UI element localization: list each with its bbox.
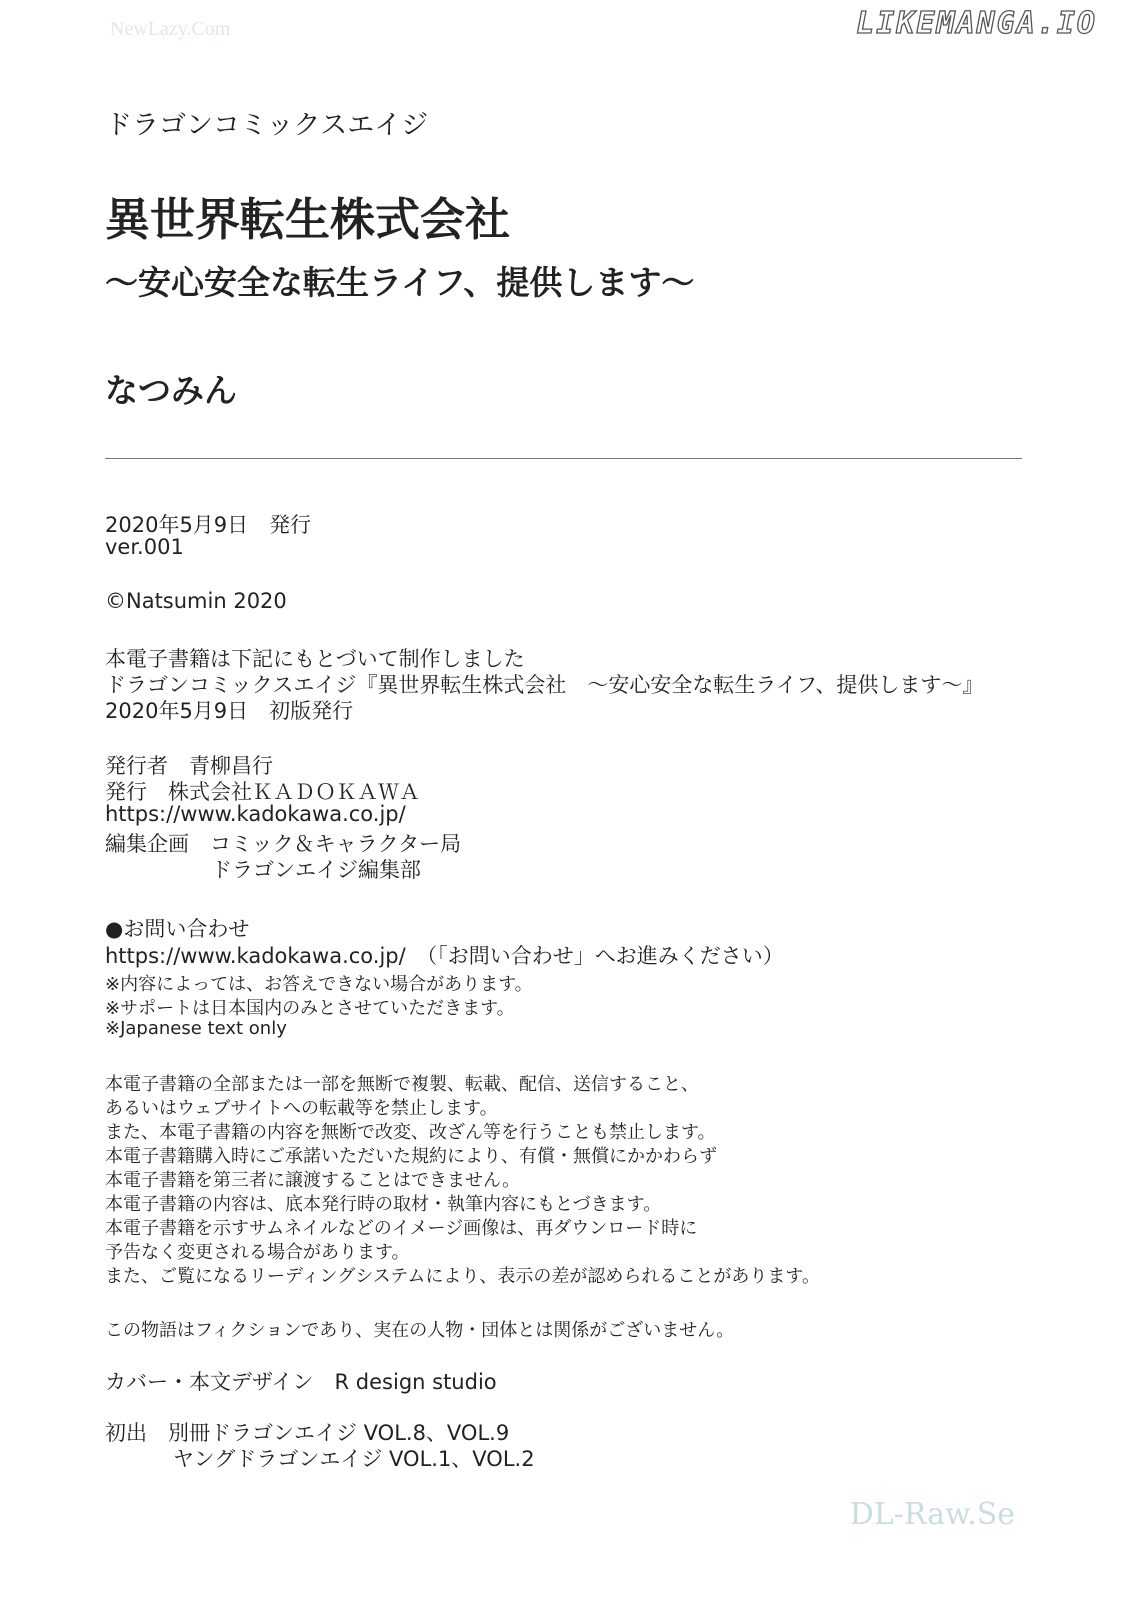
book-subtitle: ～安心安全な転生ライフ、提供します～ xyxy=(105,263,695,302)
legal-line: 本電子書籍購入時にご承諾いただいた規約により、有償・無償にかかわらず xyxy=(105,1146,717,1167)
legal-line: 本電子書籍を第三者に譲渡することはできません。 xyxy=(105,1170,521,1191)
author-name: なつみん xyxy=(105,371,237,410)
publisher-url: https://www.kadokawa.co.jp/ xyxy=(105,802,406,826)
source-note-line: ドラゴンコミックスエイジ『異世界転生株式会社 ～安心安全な転生ライフ、提供します～』 xyxy=(105,673,984,697)
watermark-bottom-right: DL-Raw.Se xyxy=(849,1497,1015,1532)
watermark-top-right: LIKEMANGA.IO xyxy=(856,6,1097,41)
inquiry-url: https://www.kadokawa.co.jp/ （「お問い合わせ」へお進みください） xyxy=(105,944,784,968)
book-title: 異世界転生株式会社 xyxy=(105,193,511,246)
publication-date: 2020年5月9日 発行 xyxy=(105,513,312,537)
legal-line: また、本電子書籍の内容を無断で改変、改ざん等を行うことも禁止します。 xyxy=(105,1122,716,1143)
editorial-dept-sub: ドラゴンエイジ編集部 xyxy=(211,858,421,882)
inquiry-heading: ●お問い合わせ xyxy=(105,917,250,941)
divider xyxy=(105,458,1022,459)
copyright: ©Natsumin 2020 xyxy=(105,589,287,613)
first-published: 初出 別冊ドラゴンエイジ VOL.8、VOL.9 xyxy=(105,1421,510,1445)
inquiry-note: ※内容によっては、お答えできない場合があります。 xyxy=(105,974,533,995)
publisher-person: 発行者 青柳昌行 xyxy=(105,754,273,778)
legal-line: 予告なく変更される場合があります。 xyxy=(105,1242,410,1263)
design-credit: カバー・本文デザイン R design studio xyxy=(105,1370,497,1394)
legal-line: また、ご覧になるリーディングシステムにより、表示の差が認められることがあります。 xyxy=(105,1266,820,1287)
publisher-company: 発行 株式会社ＫＡＤＯＫＡＷＡ xyxy=(105,780,420,804)
source-note-line: 2020年5月9日 初版発行 xyxy=(105,699,354,723)
inquiry-note: ※Japanese text only xyxy=(105,1018,287,1039)
legal-line: 本電子書籍の内容は、底本発行時の取材・執筆内容にもとづきます。 xyxy=(105,1194,662,1215)
inquiry-note: ※サポートは日本国内のみとさせていただきます。 xyxy=(105,998,515,1019)
legal-line: 本電子書籍の全部または一部を無断で複製、転載、配信、送信すること、 xyxy=(105,1074,699,1095)
legal-line: あるいはウェブサイトへの転載等を禁止します。 xyxy=(105,1098,498,1119)
first-published-sub: ヤングドラゴンエイジ VOL.1、VOL.2 xyxy=(173,1447,535,1471)
series-name: ドラゴンコミックスエイジ xyxy=(105,110,429,141)
watermark-top-left: NewLazy.Com xyxy=(110,18,231,40)
legal-line: 本電子書籍を示すサムネイルなどのイメージ画像は、再ダウンロード時に xyxy=(105,1218,698,1239)
version: ver.001 xyxy=(105,535,184,559)
editorial-dept: 編集企画 コミック＆キャラクター局 xyxy=(105,832,462,856)
source-note-line: 本電子書籍は下記にもとづいて制作しました xyxy=(105,647,525,671)
fiction-note: この物語はフィクションであり、実在の人物・団体とは関係がございません。 xyxy=(105,1320,735,1341)
